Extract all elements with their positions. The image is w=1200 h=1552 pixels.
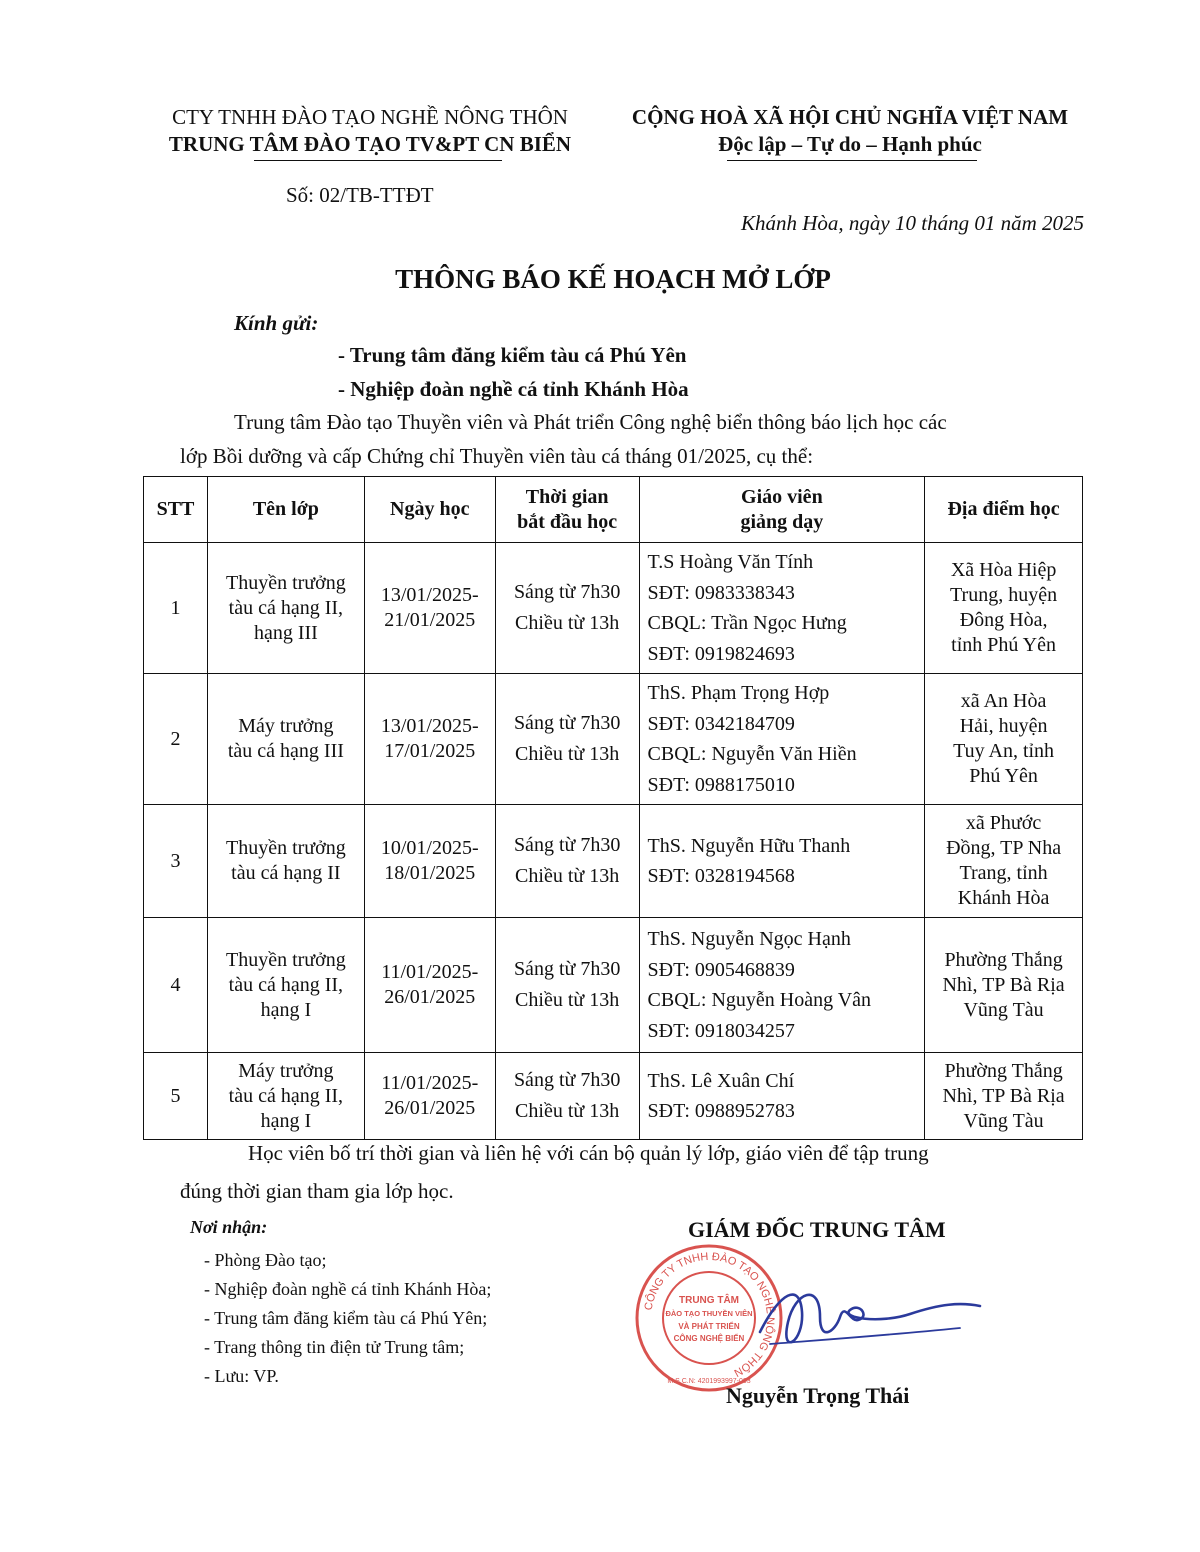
line: T.S Hoàng Văn Tính: [647, 551, 814, 573]
line: CBQL: Trần Ngọc Hưng: [647, 612, 847, 634]
line: SĐT: 0905468839: [647, 958, 795, 981]
schedule-table: [143, 476, 1083, 1140]
cell-class-name: [207, 918, 364, 1053]
cell-start-time: [495, 805, 639, 918]
cell-stt: 4: [144, 918, 208, 1053]
line: SĐT: 0988952783: [647, 1100, 795, 1122]
header-teacher-line: Giáo viên: [741, 485, 823, 508]
line: Chiều từ 13h: [515, 1100, 620, 1122]
cell-location: [925, 543, 1083, 674]
cell-class-name: [207, 805, 364, 918]
line: SĐT: 0983338343: [647, 581, 795, 604]
line: hạng I: [260, 998, 312, 1021]
cell-location: [925, 1053, 1083, 1140]
document-title: THÔNG BÁO KẾ HOẠCH MỞ LỚP: [395, 264, 831, 294]
header-start-time-line: bắt đầu học: [517, 510, 618, 533]
cell-study-date: [364, 1053, 495, 1140]
org-underline: [254, 160, 502, 161]
cell-start-time: [495, 543, 639, 674]
cell-stt: 2: [144, 674, 208, 805]
list-item: - Trang thông tin điện tử Trung tâm;: [204, 1337, 465, 1357]
line: Sáng từ 7h30: [513, 581, 621, 603]
line: Thuyền trưởng: [226, 837, 346, 859]
line: xã An Hòa: [960, 690, 1047, 712]
header-teacher: [639, 477, 925, 543]
line: Thuyền trưởng: [226, 571, 346, 594]
line: Hải, huyện: [959, 715, 1048, 737]
table-row: [144, 918, 1083, 1053]
line: Sáng từ 7h30: [513, 958, 621, 980]
cell-location: [925, 805, 1083, 918]
table-row: [144, 674, 1083, 805]
line: Thuyền trưởng: [226, 948, 346, 971]
line: xã Phước: [965, 812, 1042, 834]
place-date: Khánh Hòa, ngày 10 tháng 01 năm 2025: [741, 211, 1084, 235]
line: 11/01/2025-: [381, 961, 479, 983]
line: SĐT: 0328194568: [647, 865, 795, 887]
line: Nhì, TP Bà Rịa: [942, 1084, 1065, 1107]
line: SĐT: 0988175010: [647, 773, 795, 796]
line: tỉnh Phú Yên: [951, 634, 1056, 656]
line: Chiều từ 13h: [515, 743, 620, 765]
motto-underline: [727, 160, 977, 161]
cell-location: [925, 918, 1083, 1053]
line: Vũng Tàu: [963, 998, 1044, 1021]
recipients-footer-label: Nơi nhận:: [190, 1217, 268, 1237]
handwritten-signature: [740, 1262, 990, 1372]
cell-class-name: [207, 674, 364, 805]
seal-center-line: CÔNG NGHỆ BIỂN: [673, 1334, 745, 1343]
cell-stt: 5: [144, 1053, 208, 1140]
line: Xã Hòa Hiệp: [950, 559, 1057, 581]
line: tàu cá hạng II: [231, 862, 341, 884]
nation-line-1: CỘNG HOÀ XÃ HỘI CHỦ NGHĨA VIỆT NAM: [631, 105, 1069, 129]
recipients-footer-list: [204, 1246, 491, 1391]
seal-center-line: ĐÀO TẠO THUYỀN VIÊN: [665, 1309, 753, 1318]
cell-teacher: [639, 543, 925, 674]
line: Sáng từ 7h30: [513, 1069, 621, 1091]
cell-location: [925, 674, 1083, 805]
table-row: [144, 543, 1083, 674]
cell-stt: 3: [144, 805, 208, 918]
line: Khánh Hòa: [957, 887, 1050, 909]
cell-start-time: [495, 674, 639, 805]
line: 18/01/2025: [384, 862, 476, 884]
line: ThS. Nguyễn Ngọc Hạnh: [647, 928, 851, 950]
signer-name: Nguyễn Trọng Thái: [726, 1383, 910, 1408]
cell-stt: 1: [144, 543, 208, 674]
cell-class-name: [207, 543, 364, 674]
line: 26/01/2025: [384, 1097, 476, 1119]
table-row: [144, 805, 1083, 918]
header-teacher-line: giảng dạy: [740, 510, 824, 533]
seal-center-line: VÀ PHÁT TRIỂN: [678, 1322, 740, 1331]
document-number: Số: 02/TB-TTĐT: [286, 183, 434, 207]
line: Nhì, TP Bà Rịa: [942, 973, 1065, 996]
seal-center-line: TRUNG TÂM: [679, 1295, 739, 1306]
closing-line-1: Học viên bố trí thời gian và liên hệ với cán bộ quản lý lớp, giáo viên để tập trung: [248, 1141, 929, 1165]
line: 13/01/2025-: [380, 584, 479, 606]
line: 11/01/2025-: [381, 1072, 479, 1094]
line: hạng III: [253, 621, 318, 644]
line: Chiều từ 13h: [515, 612, 620, 634]
cell-study-date: [364, 805, 495, 918]
header-study-date: Ngày học: [364, 477, 495, 543]
line: 17/01/2025: [384, 740, 476, 762]
line: Phường Thắng: [944, 948, 1063, 971]
line: Đồng, TP Nha: [946, 837, 1062, 859]
line: ThS. Nguyễn Hữu Thanh: [647, 834, 851, 857]
header-start-time: [495, 477, 639, 543]
list-item: - Phòng Đào tạo;: [204, 1250, 327, 1270]
cell-study-date: [364, 674, 495, 805]
nation-line-2: Độc lập – Tự do – Hạnh phúc: [718, 132, 982, 156]
line: tàu cá hạng II,: [228, 973, 344, 996]
line: tàu cá hạng II,: [228, 1084, 344, 1107]
line: CBQL: Nguyễn Hoàng Vân: [647, 989, 872, 1011]
table-row: [144, 1053, 1083, 1140]
line: Máy trưởng: [238, 715, 334, 737]
line: hạng I: [260, 1109, 312, 1132]
cell-teacher: [639, 674, 925, 805]
cell-class-name: [207, 1053, 364, 1140]
line: 21/01/2025: [384, 609, 476, 631]
nation-header: [600, 104, 1100, 158]
closing-line-2: đúng thời gian tham gia lớp học.: [180, 1179, 454, 1203]
line: 10/01/2025-: [380, 837, 479, 859]
cell-teacher: [639, 805, 925, 918]
director-title: GIÁM ĐỐC TRUNG TÂM: [688, 1217, 946, 1242]
header-location: Địa điểm học: [925, 477, 1083, 543]
cell-teacher: [639, 918, 925, 1053]
org-line-1: CTY TNHH ĐÀO TẠO NGHỀ NÔNG THÔN: [172, 105, 568, 129]
line: ThS. Lê Xuân Chí: [647, 1069, 795, 1092]
signature-stroke: [760, 1295, 980, 1343]
intro-line-2: lớp Bồi dưỡng và cấp Chứng chỉ Thuyền viên tàu cá tháng 01/2025, cụ thể:: [180, 444, 814, 468]
seal-ring-text: CÔNG TY TNHH ĐÀO TẠO NGHỀ NÔNG THÔN: [642, 1250, 777, 1379]
line: SĐT: 0919824693: [647, 642, 795, 665]
line: Trung, huyện: [950, 584, 1058, 606]
organization-header: [120, 104, 620, 158]
recipient-2: - Nghiệp đoàn nghề cá tỉnh Khánh Hòa: [338, 377, 689, 401]
line: Tuy An, tỉnh: [953, 740, 1055, 762]
line: SĐT: 0918034257: [647, 1019, 795, 1042]
line: tàu cá hạng II,: [228, 596, 344, 619]
line: Chiều từ 13h: [515, 989, 620, 1011]
line: CBQL: Nguyễn Văn Hiền: [647, 743, 857, 765]
list-item: - Nghiệp đoàn nghề cá tỉnh Khánh Hòa;: [204, 1279, 492, 1299]
line: tàu cá hạng III: [227, 740, 344, 762]
line: Trang, tỉnh: [959, 862, 1048, 884]
line: 26/01/2025: [384, 986, 476, 1008]
cell-study-date: [364, 543, 495, 674]
org-line-2: TRUNG TÂM ĐÀO TẠO TV&PT CN BIỂN: [168, 132, 572, 156]
recipient-1: - Trung tâm đăng kiểm tàu cá Phú Yên: [338, 343, 687, 367]
line: Sáng từ 7h30: [513, 834, 621, 856]
line: Sáng từ 7h30: [513, 712, 621, 734]
line: Máy trưởng: [238, 1059, 334, 1082]
cell-start-time: [495, 1053, 639, 1140]
line: 13/01/2025-: [380, 715, 479, 737]
list-item: - Lưu: VP.: [204, 1366, 279, 1386]
line: Phú Yên: [969, 765, 1038, 787]
intro-line-1: Trung tâm Đào tạo Thuyền viên và Phát triển Công nghệ biển thông báo lịch học các: [234, 410, 947, 434]
cell-start-time: [495, 918, 639, 1053]
line: Phường Thắng: [944, 1059, 1063, 1082]
header-class-name: Tên lớp: [207, 477, 364, 543]
cell-teacher: [639, 1053, 925, 1140]
line: SĐT: 0342184709: [647, 712, 795, 735]
list-item: - Trung tâm đăng kiểm tàu cá Phú Yên;: [204, 1308, 488, 1328]
line: ThS. Phạm Trọng Hợp: [647, 682, 830, 704]
cell-study-date: [364, 918, 495, 1053]
line: Chiều từ 13h: [515, 865, 620, 887]
seal-code: M.S.C.N: 4201993997-003: [667, 1378, 751, 1385]
header-start-time-line: Thời gian: [525, 485, 609, 508]
header-stt: STT: [144, 477, 208, 543]
line: Đông Hòa,: [959, 609, 1048, 631]
table-header-row: [144, 477, 1083, 543]
line: Vũng Tàu: [963, 1109, 1044, 1132]
greeting: Kính gửi:: [234, 311, 319, 335]
